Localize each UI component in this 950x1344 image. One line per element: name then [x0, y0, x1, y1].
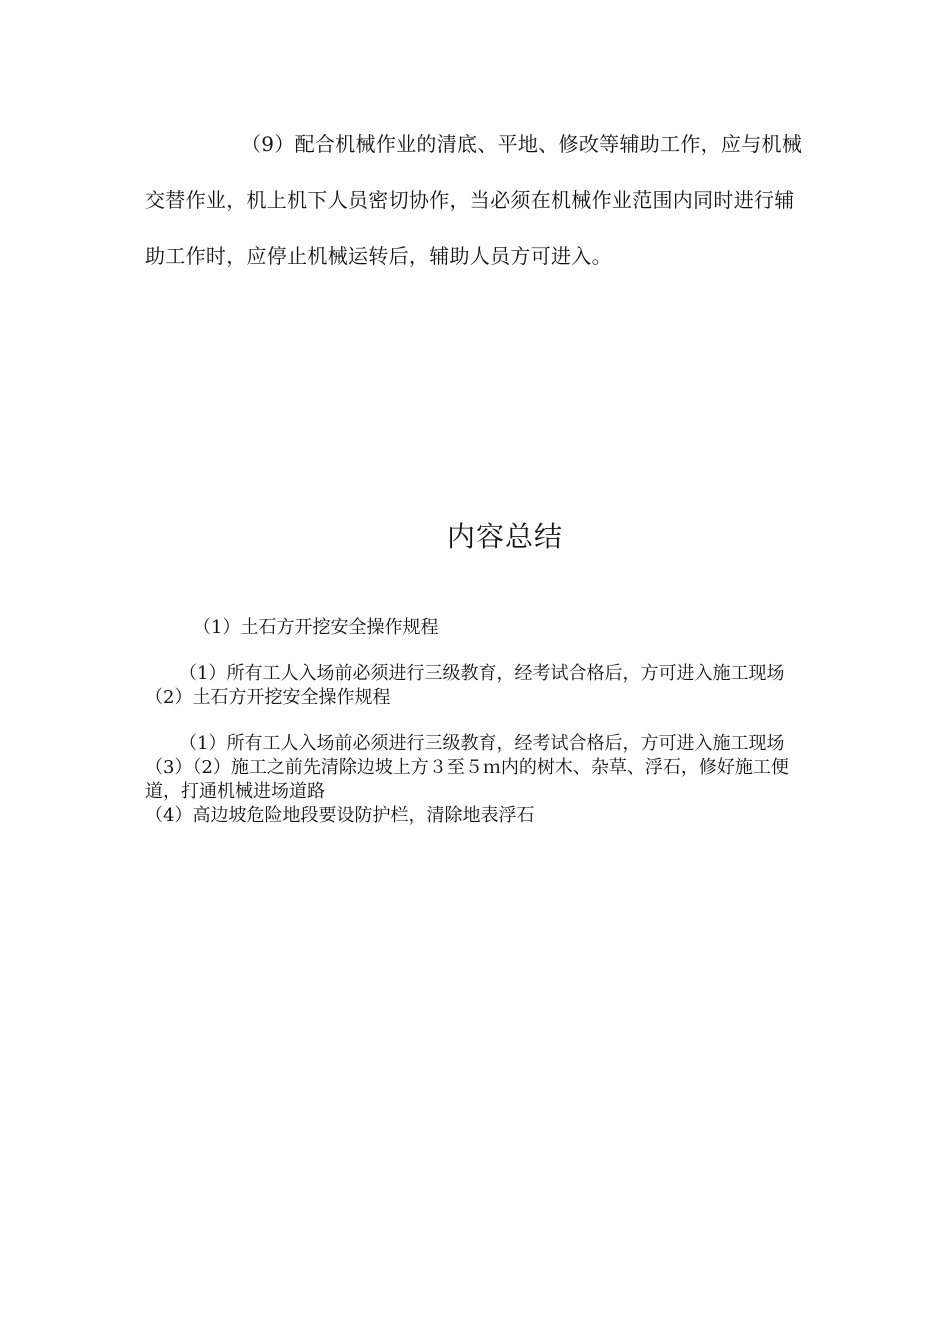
summary-item-1: （1）土石方开挖安全操作规程 [193, 617, 439, 638]
summary-item-2: （1）所有工人入场前必须进行三级教育，经考试合格后，方可进入施工现场 [179, 663, 785, 684]
paragraph-9-text: （9）配合机械作业的清底、平地、修改等辅助工作，应与机械交替作业，机上机下人员密切协作，当必须在机械作业范围内同时进行辅助工作时，应停止机械运转后，辅助人员方可进入。 [145, 132, 803, 268]
summary-item-6: （4）高边坡危险地段要设防护栏，清除地表浮石 [145, 805, 535, 826]
body-paragraph [145, 116, 805, 284]
summary-item-4: （1）所有工人入场前必须进行三级教育，经考试合格后，方可进入施工现场 [179, 733, 785, 754]
spacer [145, 640, 805, 662]
summary-item-3: （2）土石方开挖安全操作规程 [145, 687, 391, 708]
summary-item-5: （3）（2）施工之前先清除边坡上方３至５ｍ内的树木、杂草、浮石，修好施工便道，打通机械进场道路 [145, 757, 789, 802]
spacer [145, 710, 805, 732]
summary-title: 内容总结 [446, 520, 563, 553]
summary-section [145, 616, 805, 828]
